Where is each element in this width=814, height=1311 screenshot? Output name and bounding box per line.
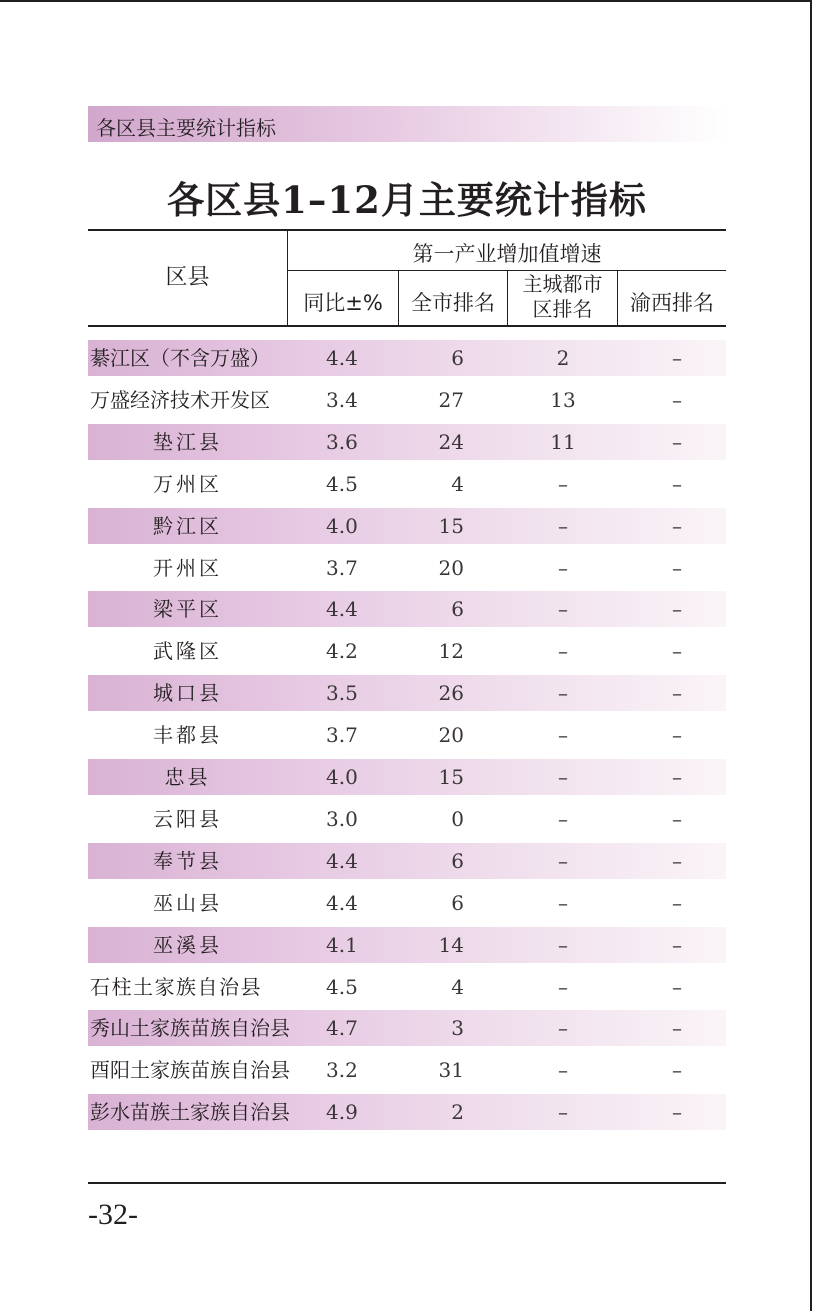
yuxi-rank-value: – bbox=[672, 1058, 682, 1082]
district-name: 彭水苗族土家族自治县 bbox=[90, 1100, 290, 1124]
yoy-value: 4.0 bbox=[326, 765, 358, 789]
yuxi-rank-value: – bbox=[672, 597, 682, 621]
district-name: 梁平区 bbox=[153, 597, 222, 621]
table-row bbox=[88, 969, 726, 1005]
table-row bbox=[88, 591, 726, 627]
district-name: 秀山土家族苗族自治县 bbox=[90, 1016, 290, 1040]
yuxi-rank-value: – bbox=[672, 639, 682, 663]
city-rank-value: 6 bbox=[451, 597, 464, 621]
table-top-rule bbox=[88, 229, 726, 231]
yuxi-rank-value: – bbox=[672, 1100, 682, 1124]
yuxi-rank-value: – bbox=[672, 681, 682, 705]
main-city-rank-value: – bbox=[558, 681, 568, 705]
main-city-rank-value: – bbox=[558, 1100, 568, 1124]
section-header-band bbox=[88, 106, 726, 142]
yuxi-rank-value: – bbox=[672, 933, 682, 957]
district-name: 垫江县 bbox=[153, 430, 222, 454]
yuxi-rank-value: – bbox=[672, 388, 682, 412]
district-name: 武隆区 bbox=[153, 639, 222, 663]
table-row bbox=[88, 1052, 726, 1088]
city-rank-value: 31 bbox=[438, 1058, 464, 1082]
district-name: 巫山县 bbox=[153, 891, 222, 915]
city-rank-value: 6 bbox=[451, 346, 464, 370]
city-rank-value: 14 bbox=[438, 933, 464, 957]
main-city-rank-value: – bbox=[558, 1016, 568, 1040]
main-city-rank-value: – bbox=[558, 639, 568, 663]
main-city-rank-value: – bbox=[558, 975, 568, 999]
yoy-value: 4.4 bbox=[326, 849, 358, 873]
main-city-rank-value: – bbox=[558, 891, 568, 915]
table-row bbox=[88, 340, 726, 376]
main-city-rank-value: – bbox=[558, 472, 568, 496]
main-city-rank-value: 11 bbox=[550, 430, 576, 454]
yoy-value: 4.0 bbox=[326, 514, 358, 538]
yoy-value: 4.1 bbox=[326, 933, 358, 957]
main-city-rank-value: – bbox=[558, 765, 568, 789]
yuxi-rank-value: – bbox=[672, 514, 682, 538]
yuxi-rank-value: – bbox=[672, 472, 682, 496]
yoy-value: 4.9 bbox=[326, 1100, 358, 1124]
table-row bbox=[88, 885, 726, 921]
main-city-rank-value: – bbox=[558, 933, 568, 957]
table-row bbox=[88, 675, 726, 711]
yoy-value: 3.2 bbox=[326, 1058, 358, 1082]
yoy-value: 3.7 bbox=[326, 556, 358, 580]
main-city-rank-value: 13 bbox=[550, 388, 576, 412]
district-name: 黔江区 bbox=[153, 514, 222, 538]
district-name: 万盛经济技术开发区 bbox=[90, 388, 270, 412]
city-rank-value: 4 bbox=[451, 975, 464, 999]
table-row bbox=[88, 424, 726, 460]
yoy-value: 3.0 bbox=[326, 807, 358, 831]
yoy-value: 4.7 bbox=[326, 1016, 358, 1040]
yuxi-rank-value: – bbox=[672, 765, 682, 789]
yoy-value: 3.4 bbox=[326, 388, 358, 412]
yoy-value: 3.7 bbox=[326, 723, 358, 747]
group-header-primary-industry: 第一产业增加值增速 bbox=[412, 242, 602, 266]
table-row bbox=[88, 801, 726, 837]
district-name: 万州区 bbox=[153, 472, 222, 496]
main-city-rank-value: – bbox=[558, 556, 568, 580]
table-row bbox=[88, 508, 726, 544]
table-bottom-rule bbox=[88, 1182, 726, 1184]
table-row bbox=[88, 633, 726, 669]
section-header-text: 各区县主要统计指标 bbox=[96, 116, 276, 140]
district-name: 石柱土家族自治县 bbox=[90, 975, 262, 999]
column-header-main-city-rank-line1: 主城都市 bbox=[522, 272, 603, 296]
yuxi-rank-value: – bbox=[672, 891, 682, 915]
yuxi-rank-value: – bbox=[672, 975, 682, 999]
main-city-rank-value: – bbox=[558, 597, 568, 621]
column-header-yoy: 同比±% bbox=[303, 291, 383, 315]
city-rank-value: 6 bbox=[451, 891, 464, 915]
column-header-city-rank: 全市排名 bbox=[411, 291, 495, 315]
yoy-value: 3.6 bbox=[326, 430, 358, 454]
city-rank-value: 26 bbox=[438, 681, 464, 705]
yuxi-rank-value: – bbox=[672, 430, 682, 454]
table-row bbox=[88, 1094, 726, 1130]
main-city-rank-value: – bbox=[558, 1058, 568, 1082]
page-number: -32- bbox=[88, 1198, 138, 1231]
district-name: 巫溪县 bbox=[153, 933, 222, 957]
district-name: 城口县 bbox=[153, 681, 222, 705]
table-row bbox=[88, 466, 726, 502]
main-city-rank-value: – bbox=[558, 849, 568, 873]
district-name: 綦江区（不含万盛） bbox=[90, 346, 270, 370]
header-bottom-rule bbox=[88, 325, 726, 327]
city-rank-value: 27 bbox=[438, 388, 464, 412]
yoy-value: 4.5 bbox=[326, 975, 358, 999]
page-title: 各区县1–12月主要统计指标 bbox=[167, 178, 647, 222]
main-city-rank-value: 2 bbox=[556, 346, 570, 370]
city-rank-value: 15 bbox=[438, 514, 464, 538]
city-rank-value: 24 bbox=[438, 430, 464, 454]
district-name: 酉阳土家族苗族自治县 bbox=[90, 1058, 290, 1082]
table-row bbox=[88, 843, 726, 879]
city-rank-value: 20 bbox=[438, 723, 464, 747]
table-row bbox=[88, 550, 726, 586]
district-name: 丰都县 bbox=[153, 723, 222, 747]
table-row bbox=[88, 759, 726, 795]
city-rank-value: 6 bbox=[451, 849, 464, 873]
yuxi-rank-value: – bbox=[672, 556, 682, 580]
table-row bbox=[88, 927, 726, 963]
yuxi-rank-value: – bbox=[672, 849, 682, 873]
city-rank-value: 2 bbox=[451, 1100, 464, 1124]
city-rank-value: 4 bbox=[451, 472, 464, 496]
yuxi-rank-value: – bbox=[672, 1016, 682, 1040]
yoy-value: 4.2 bbox=[326, 639, 358, 663]
city-rank-value: 15 bbox=[438, 765, 464, 789]
main-city-rank-value: – bbox=[558, 807, 568, 831]
city-rank-value: 20 bbox=[438, 556, 464, 580]
yuxi-rank-value: – bbox=[672, 723, 682, 747]
main-city-rank-value: – bbox=[558, 723, 568, 747]
district-name: 奉节县 bbox=[153, 849, 222, 873]
column-header-main-city-rank bbox=[508, 272, 617, 322]
yuxi-rank-value: – bbox=[672, 346, 682, 370]
column-header-main-city-rank-line2: 区排名 bbox=[532, 297, 593, 321]
main-city-rank-value: – bbox=[558, 514, 568, 538]
city-rank-value: 0 bbox=[451, 807, 464, 831]
city-rank-value: 12 bbox=[438, 639, 464, 663]
district-name: 忠县 bbox=[164, 765, 211, 789]
table-row bbox=[88, 717, 726, 753]
district-name: 开州区 bbox=[153, 556, 222, 580]
yoy-value: 3.5 bbox=[326, 681, 358, 705]
column-header-district: 区县 bbox=[165, 265, 210, 290]
yoy-value: 4.5 bbox=[326, 472, 358, 496]
city-rank-value: 3 bbox=[451, 1016, 464, 1040]
yoy-value: 4.4 bbox=[326, 346, 358, 370]
table-row bbox=[88, 1010, 726, 1046]
yoy-value: 4.4 bbox=[326, 597, 358, 621]
column-header-yuxi-rank: 渝西排名 bbox=[630, 291, 714, 315]
table-row bbox=[88, 382, 726, 418]
yuxi-rank-value: – bbox=[672, 807, 682, 831]
district-name: 云阳县 bbox=[153, 807, 222, 831]
yoy-value: 4.4 bbox=[326, 891, 358, 915]
